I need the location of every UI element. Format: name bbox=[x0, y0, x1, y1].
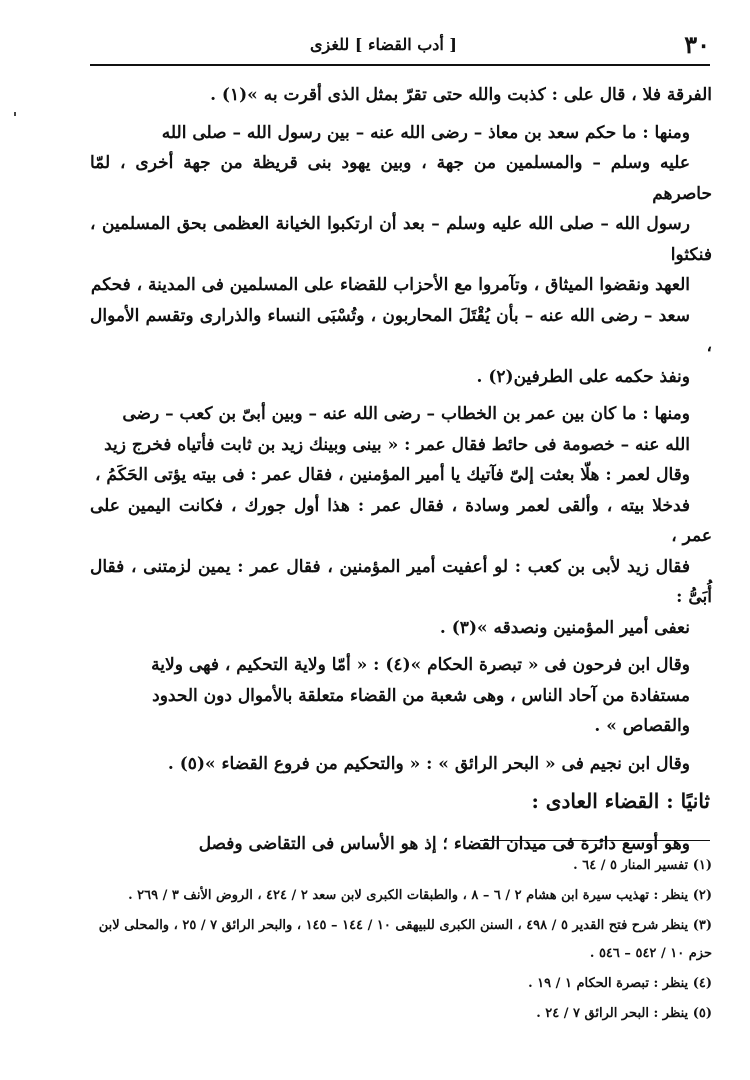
text-line: وقال لعمر : هلّا بعثت إلىّ فآتيك يا أمير المؤمنين ، فقال عمر : فى بيته يؤتى الحَكَمُ ، bbox=[94, 465, 690, 485]
paragraph-5 bbox=[90, 749, 712, 780]
text-line: الله عنه – خصومة فى حائط فقال عمر : « بينى وبينك زيد بن ثابت فأتياه فخرج زيد bbox=[104, 434, 690, 455]
text-line: وهو أوسع دائرة فى ميدان القضاء ؛ إذ هو الأساس فى التقاضى وفصل bbox=[198, 833, 690, 854]
page-number: ٣٠ bbox=[684, 29, 710, 59]
text-line: ومنها : ما كان بين عمر بن الخطاب – رضى الله عنه – وبين أبىّ بن كعب – رضى bbox=[122, 404, 690, 424]
text-line: ومنها : ما حكم سعد بن معاذ – رضى الله عنه – بين رسول الله – صلى الله bbox=[161, 122, 690, 143]
footnote-3: (٣) ينظر شرح فتح القدير ٥ / ٤٩٨ ، السنن الكبرى للبيهقى ١٠ / ١٤٤ – ١٤٥ ، والبحر الرائق ٧ / ٢٥ ، والمحلى لابن حزم ١٠ / ٥٤٢ – ٥٤٦ . bbox=[98, 918, 712, 961]
text-line: نعفى أمير المؤمنين ونصدقه »(٣) . bbox=[439, 617, 690, 638]
text-line: والقصاص » . bbox=[594, 716, 690, 736]
section-heading: ثانيًا : القضاء العادى : bbox=[531, 789, 710, 813]
scan-speck bbox=[14, 112, 16, 116]
text-line: وقال ابن فرحون فى « تبصرة الحكام »(٤) : « أمّا ولاية التحكيم ، فهى ولاية bbox=[151, 655, 690, 675]
header-rule bbox=[90, 64, 710, 66]
page-header bbox=[90, 26, 710, 62]
running-title: [ أدب القضاء ] للغزى bbox=[310, 34, 457, 54]
paragraph-3 bbox=[90, 399, 712, 643]
paragraph-4 bbox=[90, 650, 712, 742]
text-line: الفرقة فلا ، قال على : كذبت والله حتى تقرّ بمثل الذى أقرت به »(١) . bbox=[210, 85, 712, 105]
footnote-2: (٢) ينظر : تهذيب سيرة ابن هشام ٢ / ٦ – ٨ ، والطبقات الكبرى لابن سعد ٢ / ٤٢٤ ، الروض الأنف ٣ / ٢٦٩ . bbox=[128, 888, 712, 903]
paragraph-2 bbox=[90, 118, 712, 393]
text-line: ونفذ حكمه على الطرفين(٢) . bbox=[476, 366, 690, 387]
footnote-5: (٥) ينظر : البحر الرائق ٧ / ٢٤ . bbox=[536, 1006, 712, 1021]
text-line: وقال ابن نجيم فى « البحر الرائق » : « والتحكيم من فروع القضاء »(٥) . bbox=[167, 753, 690, 774]
text-line: فدخلا بيته ، وألقى لعمر وسادة ، فقال عمر : هذا أول جورك ، فكانت اليمين على عمر ، bbox=[90, 495, 712, 546]
footnote-rule bbox=[480, 840, 710, 841]
text-line: فقال زيد لأبى بن كعب : لو أعفيت أمير المؤمنين ، فقال عمر : يمين لزمتنى ، فقال أُبَىُّ : bbox=[90, 556, 712, 607]
footnote-4: (٤) ينظر : تبصرة الحكام ١ / ١٩ . bbox=[528, 976, 712, 991]
text-line: سعد – رضى الله عنه – بأن يُقْتَلَ المحاربون ، وتُسْبَى النساء والذرارى وتقسم الأموال ، bbox=[90, 305, 712, 356]
text-line: عليه وسلم – والمسلمين من جهة ، وبين يهود بنى قريظة من جهة أخرى ، لمّا حاصرهم bbox=[90, 153, 712, 204]
main-text bbox=[90, 80, 712, 866]
footnotes bbox=[90, 852, 712, 1030]
text-line: العهد ونقضوا الميثاق ، وتآمروا مع الأحزاب للقضاء على المسلمين فى المدينة ، فحكم bbox=[90, 275, 690, 295]
text-line: مستفادة من آحاد الناس ، وهى شعبة من القضاء متعلقة بالأموال دون الحدود bbox=[152, 685, 690, 706]
paragraph-1 bbox=[90, 80, 712, 111]
footnote-1: (١) تفسير المنار ٥ / ٦٤ . bbox=[573, 858, 712, 873]
text-line: رسول الله – صلى الله عليه وسلم – بعد أن ارتكبوا الخيانة العظمى بحق المسلمين ، فنكثوا bbox=[90, 214, 712, 265]
